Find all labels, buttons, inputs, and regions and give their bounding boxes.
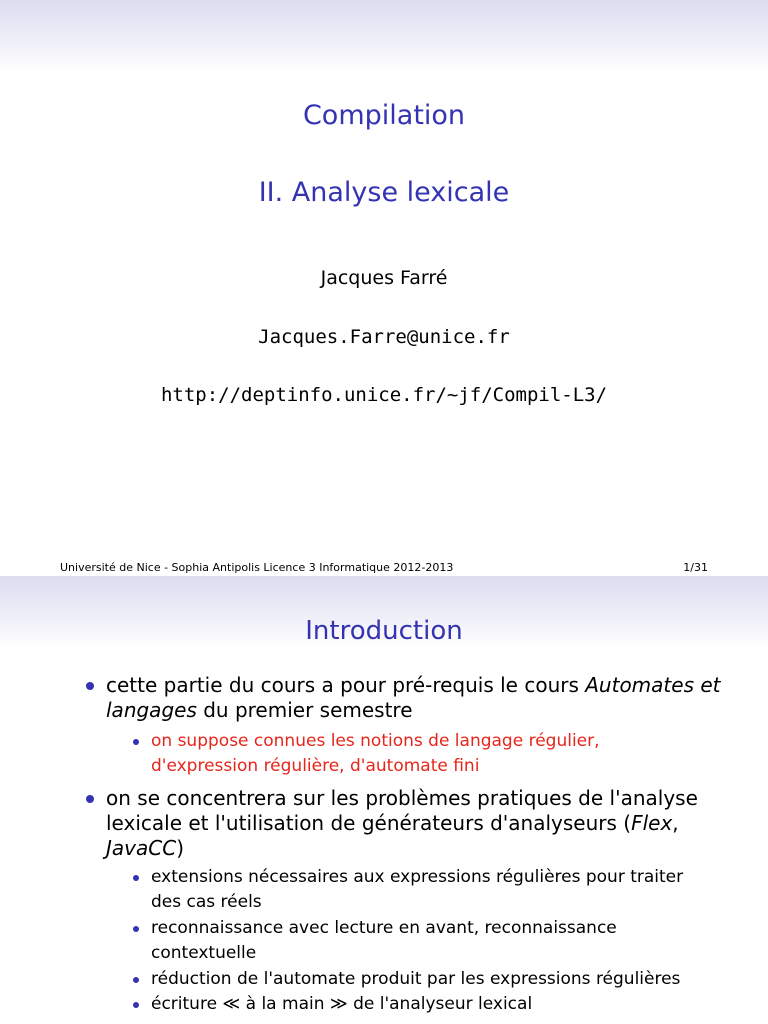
text-run-italic: Flex xyxy=(631,811,673,835)
course-url: http://deptinfo.unice.fr/~jf/Compil-L3/ xyxy=(160,384,608,406)
sub-item-line: contextuelle xyxy=(151,943,257,963)
list-item-line: on se concentrera sur les problèmes pratiques de l'analyse xyxy=(106,786,698,810)
sub-bullet-icon xyxy=(133,926,139,932)
text-run: lexicale et l'utilisation de générateurs d'analyseurs ( xyxy=(106,811,632,835)
text-run: cette partie du cours a pour pré-requis le cours xyxy=(106,673,586,697)
list-item-line xyxy=(106,836,184,861)
slide-footer xyxy=(0,561,768,576)
sub-item-line: extensions nécessaires aux expressions régulières pour traiter xyxy=(151,867,684,887)
header-gradient xyxy=(0,0,768,72)
sub-bullet-icon xyxy=(133,875,139,881)
bullet-icon xyxy=(86,682,94,690)
author-email: Jacques.Farre@unice.fr xyxy=(258,326,510,348)
sub-item-line: réduction de l'automate produit par les expressions régulières xyxy=(151,969,681,989)
text-run-italic: Automates et xyxy=(585,673,721,697)
sub-item-line: écriture ≪ à la main ≫ de l'analyseur lexical xyxy=(151,994,533,1014)
list-item-line xyxy=(106,698,413,723)
sub-bullet-icon xyxy=(133,977,139,983)
introduction-slide xyxy=(0,576,768,1024)
author-name: Jacques Farré xyxy=(320,267,448,289)
text-run-italic: langages xyxy=(106,698,197,722)
sub-bullet-icon xyxy=(133,1002,139,1008)
sub-item-line: on suppose connues les notions de langage régulier, xyxy=(151,731,600,751)
sub-item-line: reconnaissance avec lecture en avant, reconnaissance xyxy=(151,918,617,938)
page-number: 1/31 xyxy=(683,561,708,574)
sub-bullet-icon xyxy=(133,739,139,745)
text-run: , xyxy=(672,811,679,835)
bullet-icon xyxy=(86,795,94,803)
list-item-line xyxy=(106,811,679,836)
text-run: du premier semestre xyxy=(196,698,413,722)
presentation-title: Compilation xyxy=(302,100,466,131)
frame-title: Introduction xyxy=(305,616,463,646)
presentation-subtitle: II. Analyse lexicale xyxy=(258,177,510,208)
footer-institution: Université de Nice - Sophia Antipolis Licence 3 Informatique 2012-2013 xyxy=(60,561,454,574)
list-item-line xyxy=(106,673,721,698)
sub-item-line: d'expression régulière, d'automate fini xyxy=(151,756,480,776)
text-run: ) xyxy=(176,836,184,860)
text-run-italic: JavaCC xyxy=(106,836,177,860)
sub-item-line: des cas réels xyxy=(151,892,262,912)
